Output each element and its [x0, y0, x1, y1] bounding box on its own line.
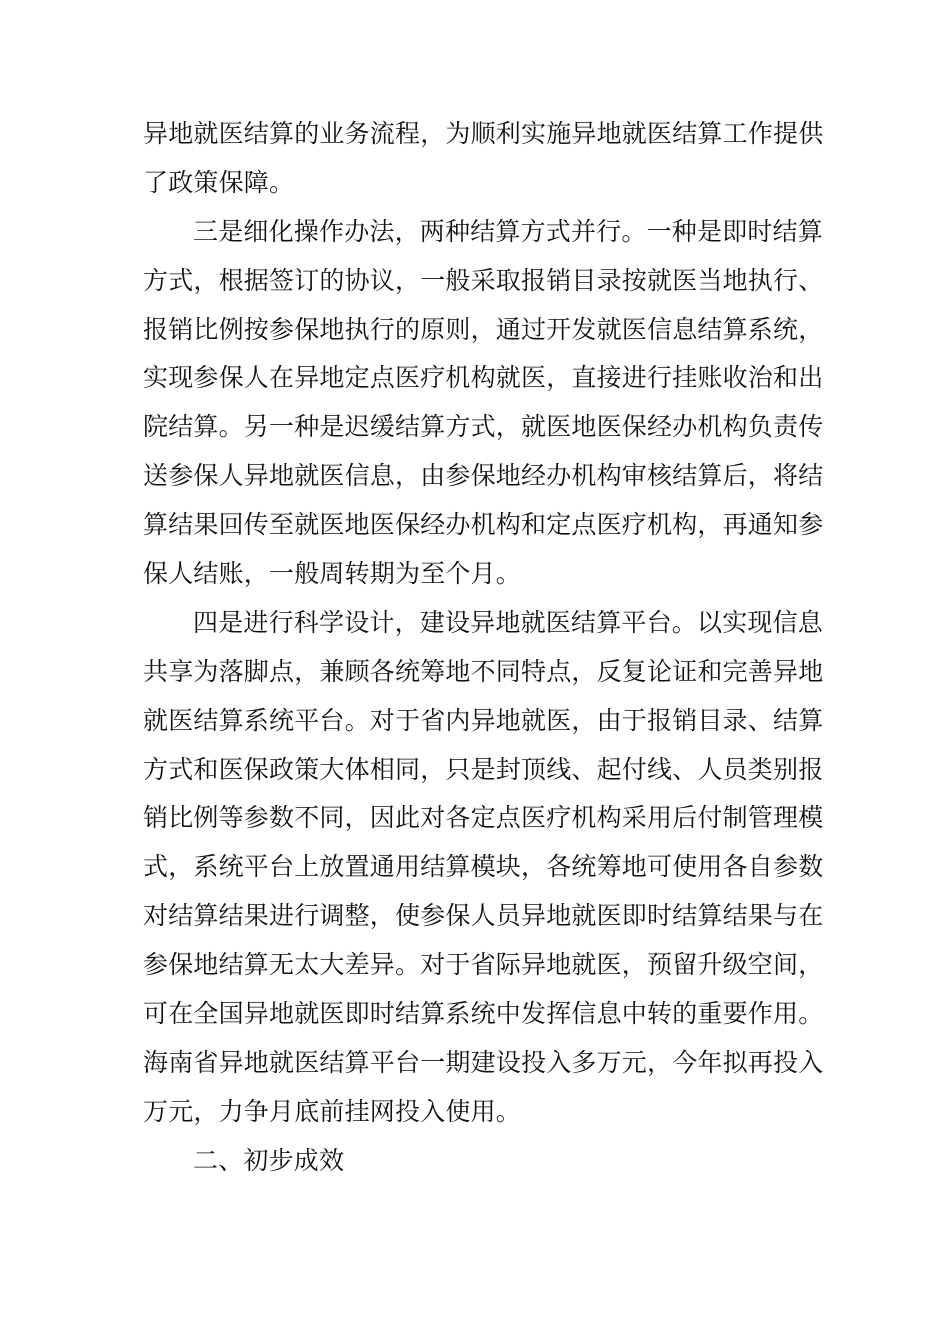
text-line: 式，系统平台上放置通用结算模块，各统筹地可使用各自参数	[143, 852, 824, 882]
text-line: 报销比例按参保地执行的原则，通过开发就医信息结算系统，	[143, 314, 824, 344]
text-line: 对结算结果进行调整，使参保人员异地就医即时结算结果与在	[143, 901, 824, 931]
text-line: 销比例等参数不同，因此对各定点医疗机构采用后付制管理模	[143, 803, 824, 833]
text-line: 了政策保障。	[143, 167, 295, 197]
text-line: 就医结算系统平台。对于省内异地就医，由于报销目录、结算	[143, 705, 824, 735]
section-heading: 二、初步成效	[193, 1145, 345, 1175]
text-line: 异地就医结算的业务流程，为顺利实施异地就医结算工作提供	[143, 119, 824, 148]
text-line: 可在全国异地就医即时结算系统中发挥信息中转的重要作用。	[143, 999, 824, 1029]
paragraph-start-line: 四是进行科学设计，建设异地就医结算平台。以实现信息	[193, 607, 824, 637]
text-line: 算结果回传至就医地医保经办机构和定点医疗机构，再通知参	[143, 510, 824, 540]
text-line: 送参保人异地就医信息，由参保地经办机构审核结算后，将结	[143, 461, 824, 491]
document-body	[143, 110, 843, 1186]
text-line: 方式，根据签订的协议，一般采取报销目录按就医当地执行、	[143, 265, 824, 295]
text-line: 海南省异地就医结算平台一期建设投入多万元，今年拟再投入	[143, 1047, 824, 1077]
text-line: 共享为落脚点，兼顾各统筹地不同特点，反复论证和完善异地	[143, 656, 824, 686]
text-line: 参保地结算无太大差异。对于省际异地就医，预留升级空间，	[143, 950, 824, 980]
text-line: 方式和医保政策大体相同，只是封顶线、起付线、人员类别报	[143, 754, 824, 784]
paragraph-start-line: 三是细化操作办法，两种结算方式并行。一种是即时结算	[193, 216, 824, 246]
text-line: 万元，力争月底前挂网投入使用。	[143, 1096, 522, 1126]
text-line: 保人结账，一般周转期为至个月。	[143, 559, 522, 589]
text-line: 实现参保人在异地定点医疗机构就医，直接进行挂账收治和出	[143, 363, 824, 393]
text-line: 院结算。另一种是迟缓结算方式，就医地医保经办机构负责传	[143, 412, 824, 442]
